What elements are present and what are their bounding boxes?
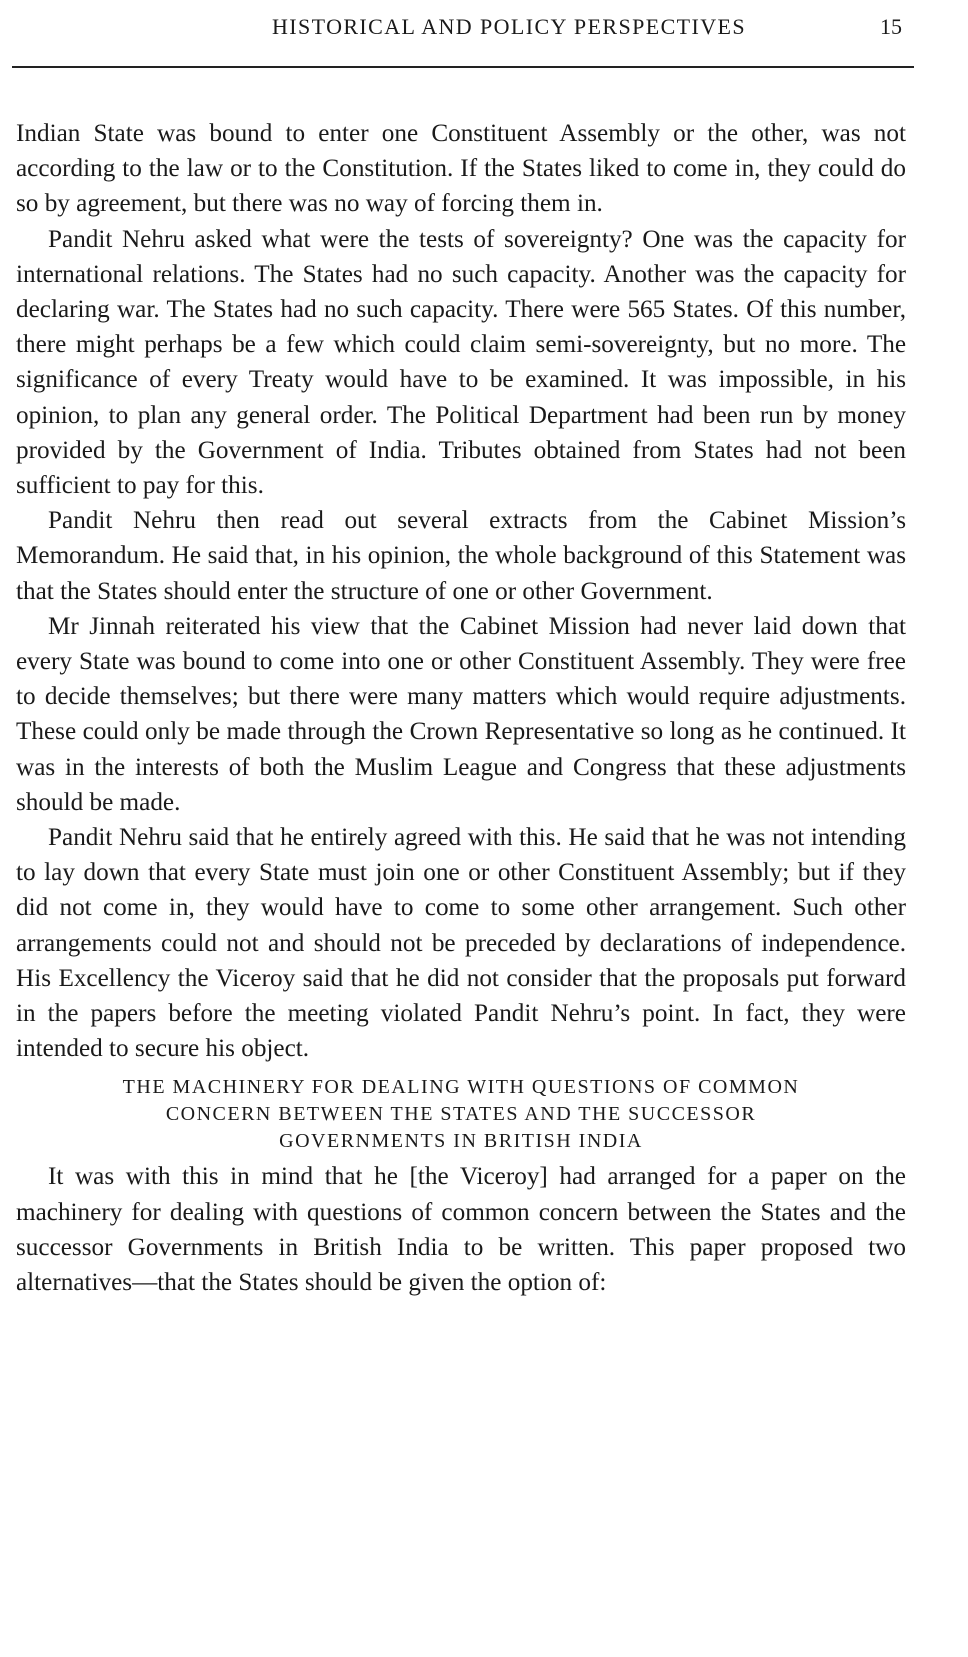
paragraph-sovereignty: Pandit Nehru asked what were the tests of sovereignty? One was the capacity for international relations. The States had no such capacity. Another was the capacity for declaring war. The States had no such capacity. There were 565 States. Of this number, there might perhaps be a few which could claim semi-sovereignty, but no more. The significance of every Treaty would have to be examined. It was impossible, in his opinion, to plan any general order. The Political Department had been run by money provided by the Government of India. Tributes obtained from States had not been sufficient to pay for this. [16, 225, 906, 500]
paragraph-nehru-agreed: Pandit Nehru said that he entirely agreed with this. He said that he was not intending to lay down that every State must join one or other Constituent Assembly; but if they did not come in, they would have to come to some other arrangement. Such other arrangements could not and should not be preceded by declarations of independence. His Excellency the Viceroy said that he did not consider that the proposals put forward in the papers before the meeting violated Pandit Nehru’s point. In fact, they were intended to secure his object. [16, 824, 906, 1063]
section-heading [16, 1074, 906, 1155]
section-heading-line: GOVERNMENTS IN BRITISH INDIA [279, 1130, 643, 1153]
page-number: 15 [880, 14, 902, 39]
section-heading-line: CONCERN BETWEEN THE STATES AND THE SUCCESSOR [165, 1103, 757, 1126]
paragraph-machinery: It was with this in mind that he [the Viceroy] had arranged for a paper on the machinery for dealing with questions of common concern between the States and the successor Governments in British India to be written. This paper proposed two alternatives—that the States should be given the option of: [16, 1163, 906, 1297]
running-header [14, 8, 914, 60]
section-heading-line: THE MACHINERY FOR DEALING WITH QUESTIONS OF COMMON [122, 1076, 800, 1099]
running-title: HISTORICAL AND POLICY PERSPECTIVES [271, 14, 746, 39]
paragraph-continued: Indian State was bound to enter one Constituent Assembly or the other, was not according to the law or to the Constitution. If the States liked to come in, they could do so by agreement, but there was no way of forcing them in. [16, 120, 906, 218]
paragraph-cabinet-mission: Pandit Nehru then read out several extracts from the Cabinet Mission’s Memorandum. He said that, in his opinion, the whole background of this Statement was that the States should enter the structure of one or other Government. [16, 507, 906, 605]
paragraph-jinnah: Mr Jinnah reiterated his view that the Cabinet Mission had never laid down that every State was bound to come into one or other Constituent Assembly. They were free to decide themselves; but there were many matters which would require adjustments. These could only be made through the Crown Representative so long as he continued. It was in the interests of both the Muslim League and Congress that these adjustments should be made. [16, 612, 906, 816]
body-text [16, 116, 906, 1300]
header-rule [12, 66, 914, 68]
